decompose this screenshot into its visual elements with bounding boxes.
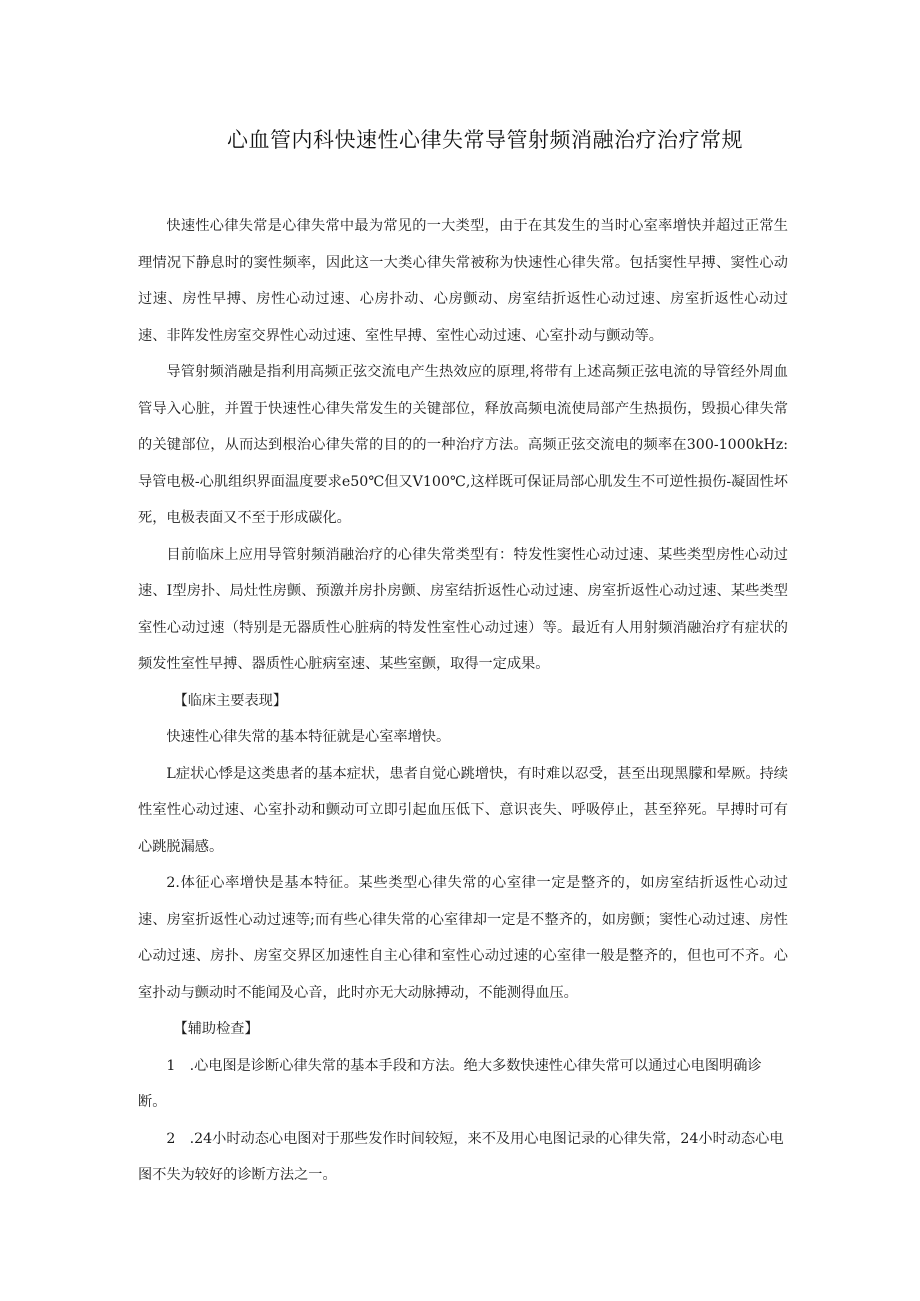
section-heading-clinical: 【临床主要表现】 (173, 692, 288, 709)
exam-item-holter: 2 .24小时动态心电图对于那些发作时间较短，来不及用心电图记录的心律失常，24小时动态心电图不失为较好的诊断方法之一。 (138, 1130, 784, 1183)
clinical-paragraph-1: 快速性心律失常的基本特征就是心室率增快。 (166, 729, 451, 745)
clinical-paragraph-symptoms: L症状心悸是这类患者的基本症状，患者自觉心跳增快，有时难以忍受，甚至出现黑朦和晕厥。持续性室性心动过速、心室扑动和颤动可立即引起血压低下、意识丧失、呼吸停止，甚至猝死。早搏时可有心跳脱漏感。 (138, 765, 788, 855)
document-title: 心血管内科快速性心律失常导管射频消融治疗治疗常规 (227, 128, 743, 152)
intro-paragraph-1: 快速性心律失常是心律失常中最为常见的一大类型，由于在其发生的当时心室率增快并超过正常生理情况下静息时的窦性频率，因此这一大类心律失常被称为快速性心律失常。包括窦性早搏、窦性心动过速、房性早搏、房性心动过速、心房扑动、心房颤动、房室结折返性心动过速、房室折返性心动过速、非阵发性房室交界性心动过速、室性早搏、室性心动过速、心室扑动与颤动等。 (138, 218, 788, 344)
intro-paragraph-2: 导管射频消融是指利用高频正弦交流电产生热效应的原理,将带有上述高频正弦电流的导管经外周血管导入心脏，并置于快速性心律失常发生的关键部位，释放高频电流使局部产生热损伤，毁损心律失常的关键部位，从而达到根治心律失常的目的的一种治疗方法。高频正弦交流电的频率在300-1000kHz:导管电极-心肌组织界面温度要求e50℃但又V100℃,这样既可保证局部心肌发生不可逆性损伤-凝固性坏死，电极表面又不至于形成碳化。 (138, 364, 788, 526)
document-body (138, 208, 788, 1194)
intro-paragraph-3: 目前临床上应用导管射频消融治疗的心律失常类型有：特发性窦性心动过速、某些类型房性心动过速、I型房扑、局灶性房颤、预激并房扑房颤、房室结折返性心动过速、房室折返性心动过速、某些类型室性心动过速（特别是无器质性心脏病的特发性室性心动过速）等。最近有人用射频消融治疗有症状的频发性室性早搏、器质性心脏病室速、某些室颤，取得一定成果。 (138, 546, 788, 672)
clinical-paragraph-signs: 2.体征心率增快是基本特征。某些类型心律失常的心室律一定是整齐的，如房室结折返性心动过速、房室折返性心动过速等;而有些心律失常的心室律却一定是不整齐的，如房颤；窦性心动过速、房性心动过速、房扑、房室交界区加速性自主心律和室性心动过速的心室律一般是整齐的，但也可不齐。心室扑动与颤动时不能闻及心音，此时亦无大动脉搏动，不能测得血压。 (138, 875, 788, 1001)
exam-item-ecg: 1 .心电图是诊断心律失常的基本手段和方法。绝大多数快速性心律失常可以通过心电图明确诊断。 (138, 1057, 762, 1110)
section-heading-exams: 【辅助检查】 (173, 1021, 259, 1037)
